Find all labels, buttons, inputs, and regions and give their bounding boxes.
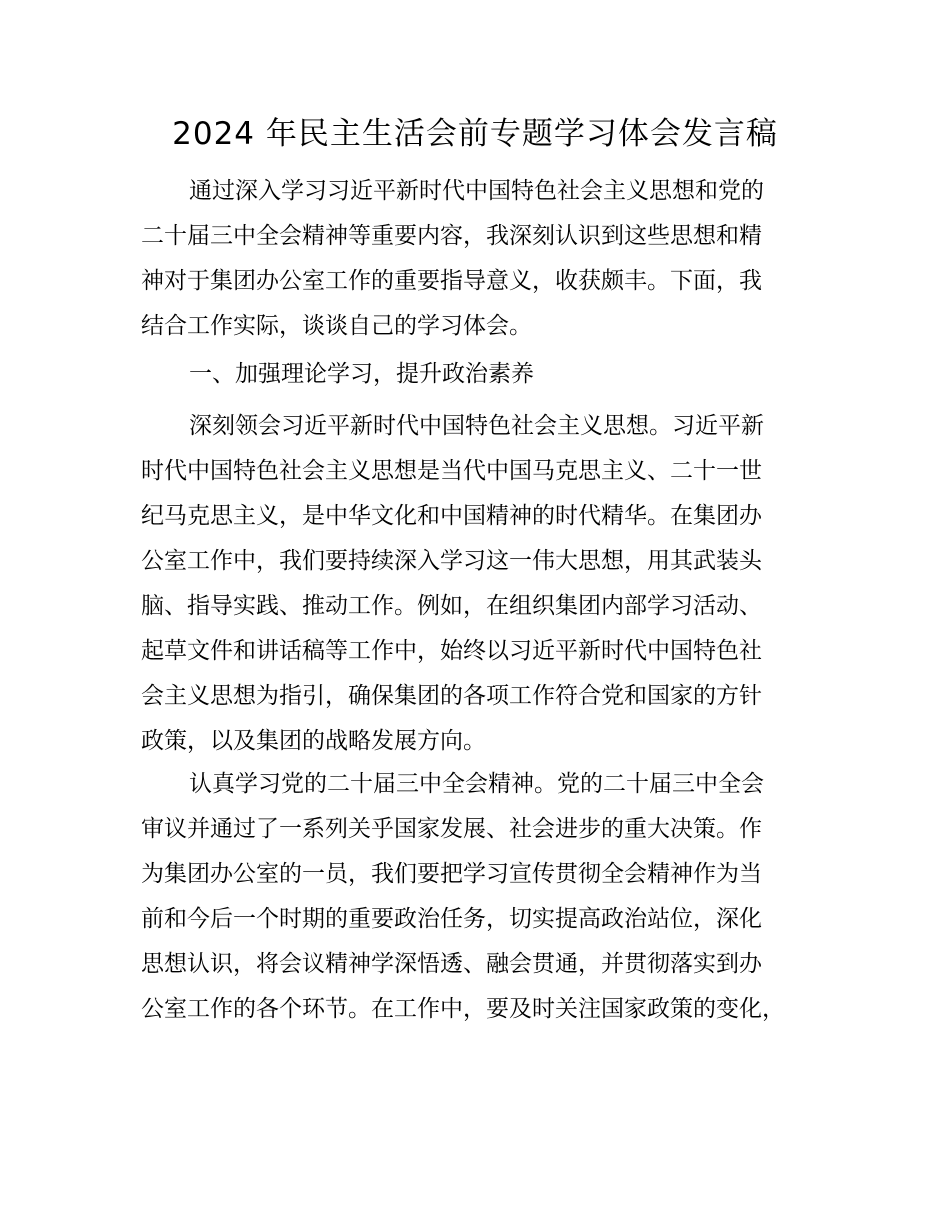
paragraph-line: 起草文件和讲话稿等工作中，始终以习近平新时代中国特色社: [141, 638, 762, 664]
paragraph-line: 审议并通过了一系列关乎国家发展、社会进步的重大决策。作: [141, 816, 762, 842]
paragraph-line: 为集团办公室的一员，我们要把学习宣传贯彻全会精神作为当: [141, 861, 762, 887]
paragraph-line: 前和今后一个时期的重要政治任务，切实提高政治站位，深化: [141, 906, 762, 932]
paragraph-line: 纪马克思主义，是中华文化和中国精神的时代精华。在集团办: [141, 503, 762, 529]
paragraph-line: 会主义思想为指引，确保集团的各项工作符合党和国家的方针: [141, 683, 762, 709]
document-title: 2024 年民主生活会前专题学习体会发言稿: [172, 116, 778, 152]
paragraph-line: 脑、指导实践、推动工作。例如，在组织集团内部学习活动、: [141, 593, 762, 619]
paragraph-line: 政策，以及集团的战略发展方向。: [141, 728, 486, 754]
paragraph-line: 公室工作的各个环节。在工作中，要及时关注国家政策的变化，: [141, 996, 785, 1022]
paragraph-line: 深刻领会习近平新时代中国特色社会主义思想。习近平新: [189, 413, 764, 439]
paragraph-line: 时代中国特色社会主义思想是当代中国马克思主义、二十一世: [141, 458, 762, 484]
heading-line: 一、加强理论学习，提升政治素养: [189, 361, 534, 387]
paragraph-line: 公室工作中，我们要持续深入学习这一伟大思想，用其武装头: [141, 548, 762, 574]
paragraph-line: 通过深入学习习近平新时代中国特色社会主义思想和党的: [189, 178, 764, 204]
paragraph-line: 思想认识，将会议精神学深悟透、融会贯通，并贯彻落实到办: [141, 951, 762, 977]
paragraph-line: 结合工作实际，谈谈自己的学习体会。: [141, 313, 532, 339]
paragraph-line: 二十届三中全会精神等重要内容，我深刻认识到这些思想和精: [141, 223, 762, 249]
paragraph-theory: [141, 404, 841, 764]
paragraph-line: 神对于集团办公室工作的重要指导意义，收获颇丰。下面，我: [141, 268, 762, 294]
paragraph-plenum: [141, 762, 841, 1032]
paragraph-line: 认真学习党的二十届三中全会精神。党的二十届三中全会: [189, 771, 764, 797]
section-heading: [141, 352, 841, 397]
paragraph-intro: [141, 169, 841, 349]
